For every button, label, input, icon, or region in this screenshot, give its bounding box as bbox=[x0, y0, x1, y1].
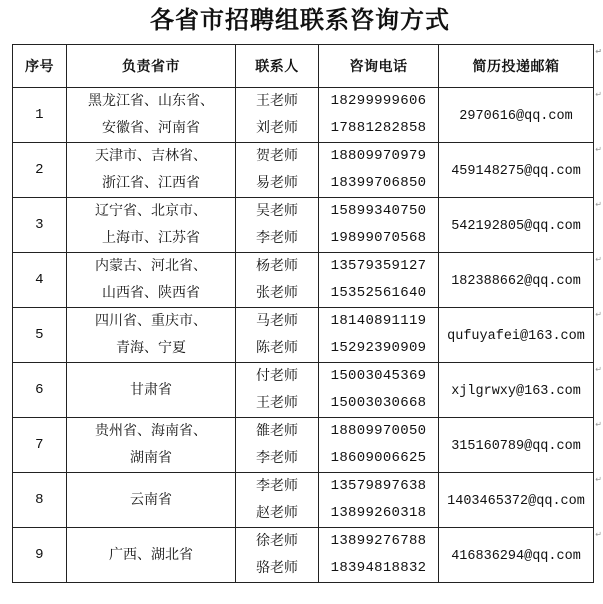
region-line: 黑龙江省、山东省、 bbox=[88, 93, 214, 109]
contact-name: 骆老师 bbox=[256, 560, 298, 576]
header-email-label: 简历投递邮箱 bbox=[472, 59, 560, 75]
contact-name: 马老师 bbox=[256, 313, 298, 329]
phone-number: 15292390909 bbox=[330, 340, 427, 356]
row-seq: 4 bbox=[13, 253, 67, 308]
row-phones bbox=[319, 88, 439, 143]
contact-name: 雒老师 bbox=[256, 423, 298, 439]
row-region bbox=[67, 418, 236, 473]
contact-name: 王老师 bbox=[256, 395, 298, 411]
row-seq: 7 bbox=[13, 418, 67, 473]
region-line: 云南省 bbox=[130, 491, 172, 508]
contact-name: 杨老师 bbox=[256, 258, 298, 274]
contact-name: 易老师 bbox=[256, 175, 298, 191]
row-region bbox=[67, 308, 236, 363]
header-email bbox=[439, 45, 603, 88]
region-line: 山西省、陕西省 bbox=[102, 285, 200, 301]
phone-number: 15003030668 bbox=[330, 395, 427, 411]
row-region bbox=[67, 473, 236, 528]
row-phones bbox=[319, 308, 439, 363]
contact-name: 李老师 bbox=[256, 450, 298, 466]
row-seq: 3 bbox=[13, 198, 67, 253]
contact-name: 李老师 bbox=[256, 230, 298, 246]
row-region bbox=[67, 363, 236, 418]
row-email: 182388662@qq.com bbox=[451, 273, 581, 289]
return-mark: ↵ bbox=[595, 255, 602, 264]
row-seq: 9 bbox=[13, 528, 67, 583]
contact-name: 王老师 bbox=[256, 93, 298, 109]
row-phones bbox=[319, 418, 439, 473]
header-contact: 联系人 bbox=[236, 45, 319, 88]
row-contacts bbox=[236, 363, 319, 418]
contact-name: 付老师 bbox=[256, 368, 298, 384]
contact-name: 吴老师 bbox=[256, 203, 298, 219]
contact-name: 徐老师 bbox=[256, 533, 298, 549]
row-email-cell bbox=[439, 198, 602, 253]
phone-number: 18140891119 bbox=[330, 313, 427, 329]
phone-number: 17881282858 bbox=[330, 120, 427, 136]
phone-number: 18809970979 bbox=[330, 148, 427, 164]
table-row bbox=[13, 308, 594, 363]
table-row bbox=[13, 473, 594, 528]
phone-number: 15899340750 bbox=[330, 203, 427, 219]
row-region bbox=[67, 528, 236, 583]
return-mark: ↵ bbox=[595, 420, 602, 429]
table-row bbox=[13, 363, 594, 418]
phone-number: 18809970050 bbox=[330, 423, 427, 439]
row-contacts bbox=[236, 253, 319, 308]
region-line: 甘肃省 bbox=[130, 381, 172, 398]
row-phones bbox=[319, 253, 439, 308]
row-email-cell bbox=[439, 528, 602, 583]
row-contacts bbox=[236, 528, 319, 583]
row-seq: 5 bbox=[13, 308, 67, 363]
region-line: 安徽省、河南省 bbox=[102, 120, 200, 136]
row-phones bbox=[319, 198, 439, 253]
table-header-row bbox=[13, 45, 594, 88]
row-phones bbox=[319, 528, 439, 583]
phone-number: 13579359127 bbox=[330, 258, 427, 274]
phone-number: 13899276788 bbox=[330, 533, 427, 549]
return-mark: ↵ bbox=[595, 475, 602, 484]
row-email-cell bbox=[439, 473, 602, 528]
region-line: 辽宁省、北京市、 bbox=[95, 203, 207, 219]
row-contacts bbox=[236, 143, 319, 198]
row-phones bbox=[319, 473, 439, 528]
phone-number: 18399706850 bbox=[330, 175, 427, 191]
row-email: 542192805@qq.com bbox=[451, 218, 581, 234]
row-email-cell bbox=[439, 143, 602, 198]
region-line: 上海市、江苏省 bbox=[102, 230, 200, 246]
contact-name: 陈老师 bbox=[256, 340, 298, 356]
region-line: 浙江省、江西省 bbox=[102, 175, 200, 191]
row-email: 315160789@qq.com bbox=[451, 438, 581, 454]
page-title: 各省市招聘组联系咨询方式 bbox=[150, 6, 450, 34]
row-email-cell bbox=[439, 363, 602, 418]
return-mark: ↵ bbox=[595, 530, 602, 539]
return-mark: ↵ bbox=[595, 310, 602, 319]
table-body bbox=[13, 88, 602, 583]
contact-name: 刘老师 bbox=[256, 120, 298, 136]
return-mark: ↵ bbox=[595, 200, 602, 209]
region-line: 内蒙古、河北省、 bbox=[95, 258, 207, 274]
row-region bbox=[67, 143, 236, 198]
phone-number: 18394818832 bbox=[330, 560, 427, 576]
region-line: 贵州省、海南省、 bbox=[95, 423, 207, 439]
contact-name: 赵老师 bbox=[256, 505, 298, 521]
row-region bbox=[67, 88, 236, 143]
row-email-cell bbox=[439, 308, 602, 363]
row-seq: 1 bbox=[13, 88, 67, 143]
row-email: 459148275@qq.com bbox=[451, 163, 581, 179]
phone-number: 15352561640 bbox=[330, 285, 427, 301]
return-mark: ↵ bbox=[595, 365, 602, 374]
region-line: 青海、宁夏 bbox=[116, 340, 186, 356]
row-seq: 8 bbox=[13, 473, 67, 528]
row-contacts bbox=[236, 198, 319, 253]
contact-name: 李老师 bbox=[256, 478, 298, 494]
phone-number: 13579897638 bbox=[330, 478, 427, 494]
table-row bbox=[13, 253, 594, 308]
row-seq: 2 bbox=[13, 143, 67, 198]
row-email: 416836294@qq.com bbox=[451, 548, 581, 564]
header-seq: 序号 bbox=[13, 45, 67, 88]
row-region bbox=[67, 198, 236, 253]
table-row bbox=[13, 528, 594, 583]
row-email-cell bbox=[439, 418, 602, 473]
header-phone: 咨询电话 bbox=[319, 45, 439, 88]
row-email: qufuyafei@163.com bbox=[447, 328, 585, 344]
return-mark: ↵ bbox=[595, 46, 603, 56]
table-row bbox=[13, 143, 594, 198]
contact-name: 贺老师 bbox=[256, 148, 298, 164]
row-region bbox=[67, 253, 236, 308]
row-contacts bbox=[236, 418, 319, 473]
region-line: 天津市、吉林省、 bbox=[95, 148, 207, 164]
phone-number: 13899260318 bbox=[330, 505, 427, 521]
row-email-cell bbox=[439, 88, 602, 143]
row-email-cell bbox=[439, 253, 602, 308]
table-row bbox=[13, 88, 594, 143]
contact-table bbox=[12, 44, 603, 583]
header-region: 负责省市 bbox=[67, 45, 236, 88]
row-email: 2970616@qq.com bbox=[459, 108, 573, 124]
region-line: 湖南省 bbox=[130, 450, 172, 466]
row-contacts bbox=[236, 88, 319, 143]
table-row bbox=[13, 198, 594, 253]
region-line: 四川省、重庆市、 bbox=[95, 313, 207, 329]
row-seq: 6 bbox=[13, 363, 67, 418]
table-row bbox=[13, 418, 594, 473]
region-line: 广西、湖北省 bbox=[109, 546, 193, 563]
row-contacts bbox=[236, 308, 319, 363]
return-mark: ↵ bbox=[595, 90, 602, 99]
phone-number: 18299999606 bbox=[330, 93, 427, 109]
contact-name: 张老师 bbox=[256, 285, 298, 301]
return-mark: ↵ bbox=[595, 145, 602, 154]
phone-number: 18609006625 bbox=[330, 450, 427, 466]
row-contacts bbox=[236, 473, 319, 528]
row-phones bbox=[319, 143, 439, 198]
phone-number: 15003045369 bbox=[330, 368, 427, 384]
phone-number: 19899070568 bbox=[330, 230, 427, 246]
row-phones bbox=[319, 363, 439, 418]
row-email: 1403465372@qq.com bbox=[447, 493, 585, 509]
row-email: xjlgrwxy@163.com bbox=[451, 383, 581, 399]
